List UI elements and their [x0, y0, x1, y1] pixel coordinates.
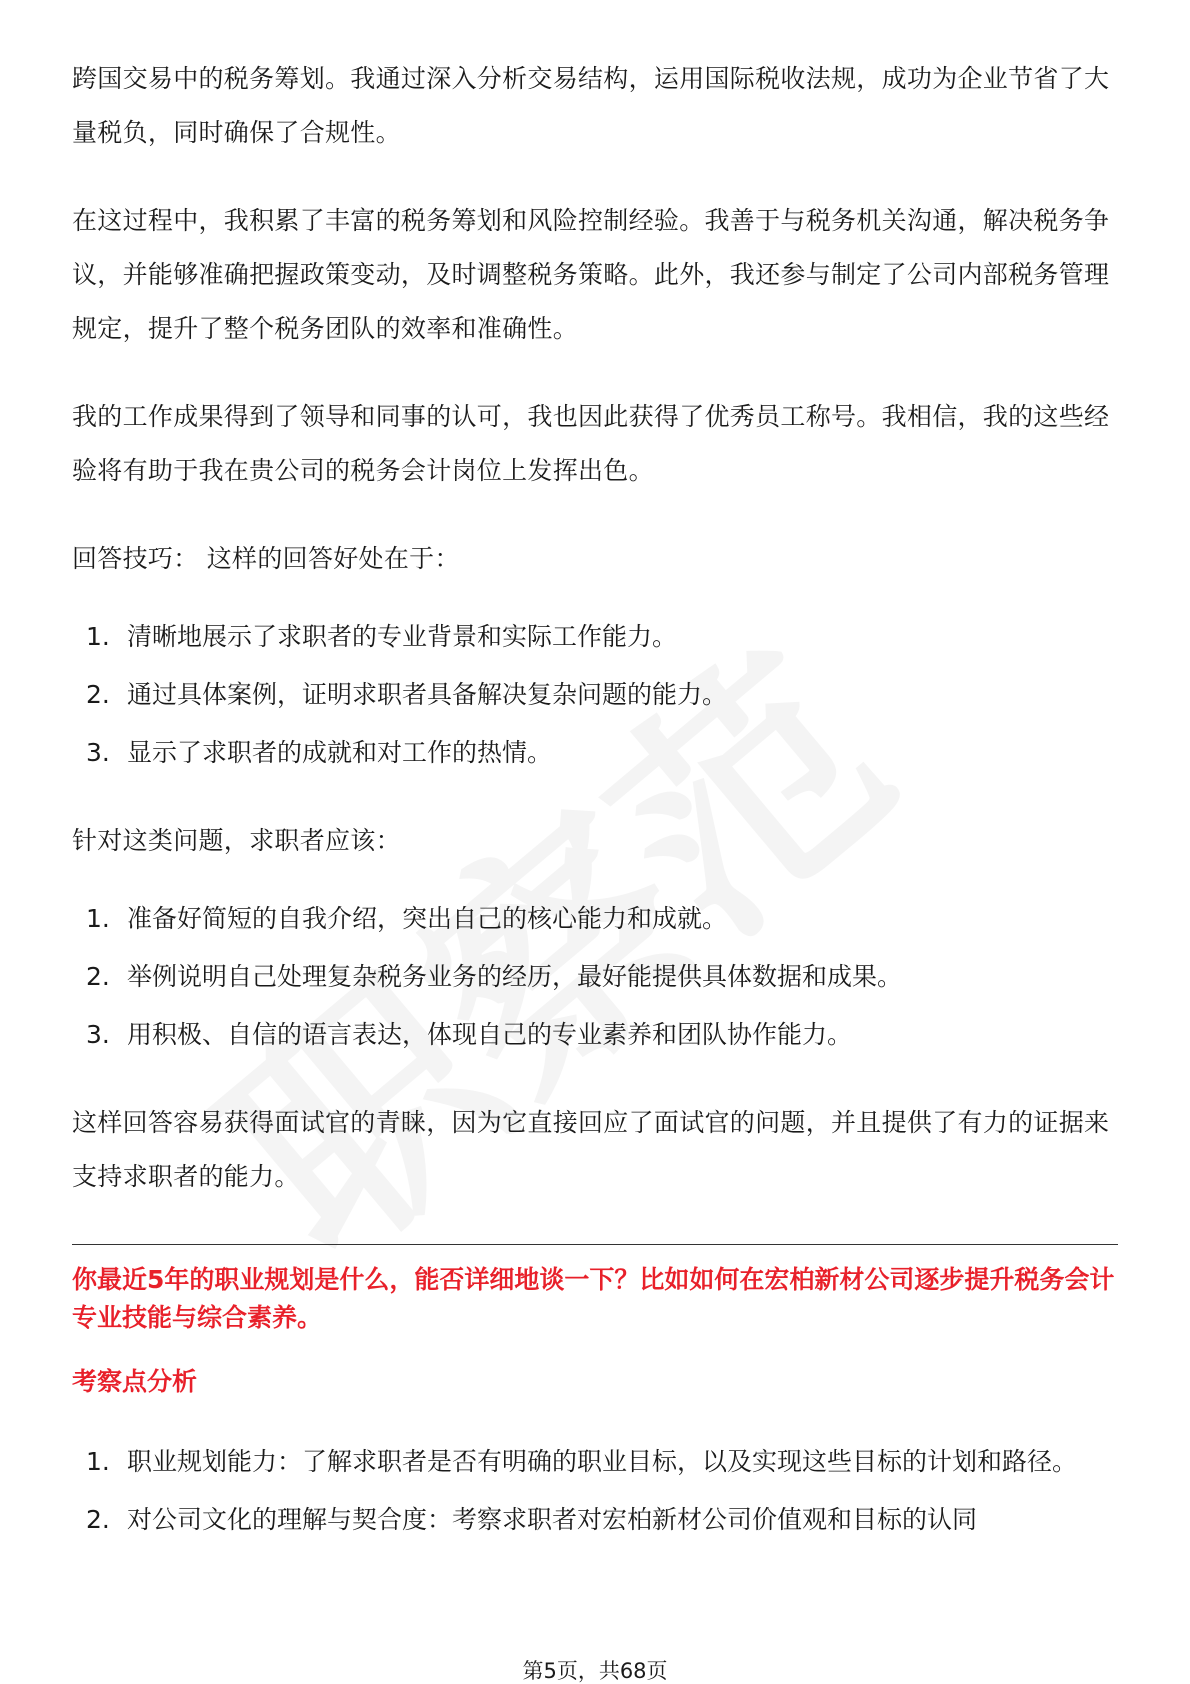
paragraph-experience: 在这过程中，我积累了丰富的税务筹划和风险控制经验。我善于与税务机关沟通，解决税务争议，并能够准确把握政策变动，及时调整税务策略。此外，我还参与制定了公司内部税务管理规定，提升了整个税务团队的效率和准确性。 [72, 206, 1110, 343]
list-item [72, 950, 1118, 1004]
list-number: 1. [86, 1447, 110, 1476]
answer-benefits-list [72, 610, 1118, 780]
interview-question: 你最近5年的职业规划是什么，能否详细地谈一下？比如如何在宏柏新材公司逐步提升税务会计专业技能与综合素养。 [72, 1265, 1115, 1332]
list-number: 3. [86, 1020, 110, 1049]
list-item [72, 726, 1118, 780]
list-number: 2. [86, 680, 110, 709]
list-item [72, 610, 1118, 664]
list-item-text: 显示了求职者的成就和对工作的热情。 [127, 738, 553, 767]
advice-heading: 针对这类问题，求职者应该： [72, 826, 401, 855]
paragraph-tax-planning: 跨国交易中的税务筹划。我通过深入分析交易结构，运用国际税收法规，成功为企业节省了大量税负，同时确保了合规性。 [72, 64, 1110, 147]
section-title: 考察点分析 [72, 1367, 198, 1396]
page-content [72, 52, 1118, 1581]
list-number: 1. [86, 904, 110, 933]
list-number: 2. [86, 1505, 110, 1534]
advice-list [72, 892, 1118, 1062]
list-item [72, 892, 1118, 946]
list-item [72, 668, 1118, 722]
list-number: 2. [86, 962, 110, 991]
list-item-text: 准备好简短的自我介绍，突出自己的核心能力和成就。 [127, 904, 728, 933]
paragraph-recognition: 我的工作成果得到了领导和同事的认可，我也因此获得了优秀员工称号。我相信，我的这些经验将有助于我在贵公司的税务会计岗位上发挥出色。 [72, 402, 1110, 485]
list-number: 3. [86, 738, 110, 767]
list-item-text: 举例说明自己处理复杂税务业务的经历，最好能提供具体数据和成果。 [127, 962, 903, 991]
paragraph-conclusion: 这样回答容易获得面试官的青睐，因为它直接回应了面试官的问题，并且提供了有力的证据来支持求职者的能力。 [72, 1108, 1110, 1191]
list-item-text: 用积极、自信的语言表达，体现自己的专业素养和团队协作能力。 [127, 1020, 853, 1049]
list-item-text: 职业规划能力：了解求职者是否有明确的职业目标，以及实现这些目标的计划和路径。 [127, 1447, 1078, 1476]
list-item [72, 1435, 1118, 1489]
section-divider [72, 1244, 1118, 1245]
analysis-list [72, 1435, 1118, 1547]
list-number: 1. [86, 622, 110, 651]
list-item-text: 对公司文化的理解与契合度：考察求职者对宏柏新材公司价值观和目标的认同 [127, 1505, 978, 1534]
list-item-text: 通过具体案例，证明求职者具备解决复杂问题的能力。 [127, 680, 728, 709]
answer-tips-heading: 回答技巧： 这样的回答好处在于： [72, 544, 460, 573]
page-footer: 第5页，共68页 [522, 1659, 668, 1683]
list-item [72, 1493, 1118, 1547]
list-item [72, 1008, 1118, 1062]
list-item-text: 清晰地展示了求职者的专业背景和实际工作能力。 [127, 622, 678, 651]
